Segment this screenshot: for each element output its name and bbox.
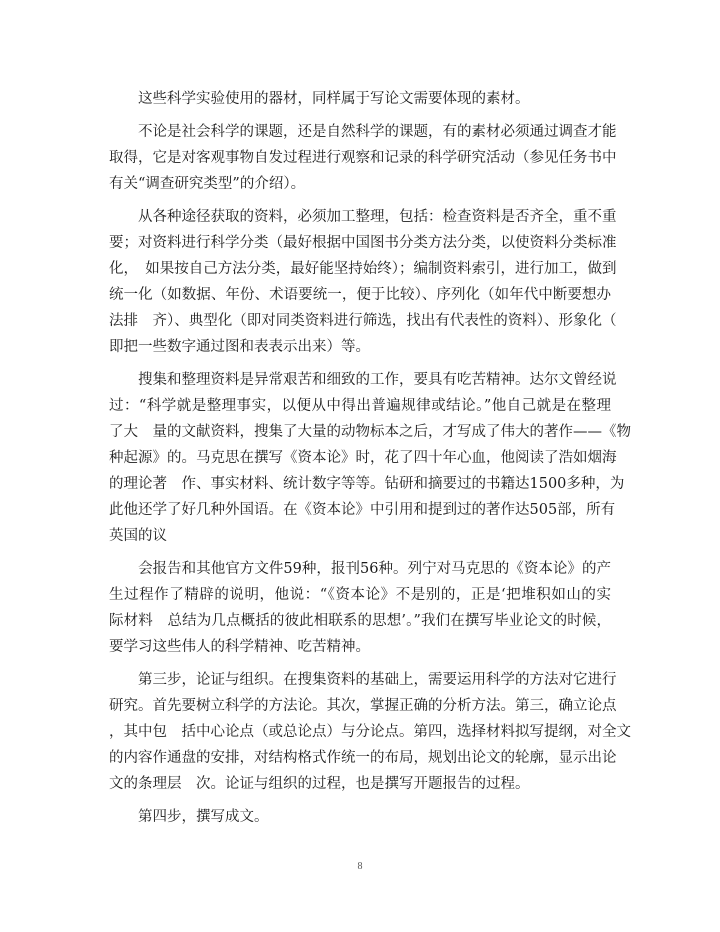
text-line: 第四步，撰写成文。 [109,809,269,825]
paragraph-1 [109,86,611,112]
text-line: 第三步，论证与组织。在搜集资料的基础上，需要运用科学的方法对它进行 [109,672,617,688]
text-line: 有关“调查研究类型”的介绍）。 [109,176,306,192]
page-number: 8 [357,861,363,872]
text-line: 统一化（如数据、年份、术语要统一，便于比较）、序列化（如年代中断要想办 [109,287,611,303]
text-line: 过：“科学就是整理事实，以便从中得出普遍规律或结论。”他自己就是在整理 [109,398,611,414]
text-line: 文的条理层 次。论证与组织的过程，也是撰写开题报告的过程。 [109,776,530,792]
text-line: 的理论著 作、事实材料、统计数字等等。钻研和摘要过的书籍达1500多种，为 [109,476,625,492]
text-line: 英国的议 [109,528,167,544]
text-line: ，其中包 括中心论点（或总论点）与分论点。第四，选择材料拟写提纲，对全文 [109,724,631,740]
text-line: 的内容作通盘的安排，对结构格式作统一的布局，规划出论文的轮廓，显示出论 [109,750,617,766]
text-line: 了大 量的文献资料，搜集了大量的动物标本之后，才写成了伟大的著作——《物 [109,424,631,440]
paragraph-2 [109,119,617,197]
text-line: 际材料 总结为几点概括的彼此相联系的思想’。”我们在撰写毕业论文的时候， [109,613,611,629]
text-line: 要；对资料进行科学分类（最好根据中国图书分类方法分类，以使资料分类标准 [109,235,617,251]
paragraph-6 [109,667,631,797]
text-line: 化， 如果按自己方法分类，最好能坚持始终）；编制资料索引，进行加工，做到 [109,261,617,277]
paragraph-5 [109,556,611,660]
text-line: 搜集和整理资料是异常艰苦和细致的工作，要具有吃苦精神。达尔文曾经说 [109,372,617,388]
text-line: 取得，它是对客观事物自发过程进行观察和记录的科学研究活动（参见任务书中 [109,150,617,166]
text-line: 此他还学了好几种外国语。在《资本论》中引用和提到过的著作达505部，所有 [109,502,616,518]
paragraph-4 [109,367,631,549]
text-line: 研究。首先要树立科学的方法论。其次，掌握正确的分析方法。第三，确立论点 [109,698,617,714]
text-line: 种起源》的。马克思在撰写《资本论》时，花了四十年心血，他阅读了浩如烟海 [109,450,617,466]
paragraph-3 [109,204,617,360]
document-body [109,86,631,830]
text-line: 这些科学实验使用的器材，同样属于写论文需要体现的素材。 [109,91,530,107]
text-line: 从各种途径获取的资料，必须加工整理，包括：检查资料是否齐全，重不重 [109,209,617,225]
paragraph-7 [109,804,611,830]
text-line: 要学习这些伟人的科学精神、吃苦精神。 [109,639,370,655]
text-line: 会报告和其他官方文件59种，报刊56种。列宁对马克思的《资本论》的产 [109,561,611,577]
text-line: 生过程作了精辟的说明，他说：“《资本论》不是别的，正是‘把堆积如山的实 [109,587,611,603]
text-line: 即把一些数字通过图和表表示出来）等。 [109,339,370,355]
text-line: 法排 齐）、典型化（即对同类资料进行筛选，找出有代表性的资料）、形象化（ [109,313,617,329]
text-line: 不论是社会科学的课题，还是自然科学的课题，有的素材必须通过调查才能 [109,124,617,140]
